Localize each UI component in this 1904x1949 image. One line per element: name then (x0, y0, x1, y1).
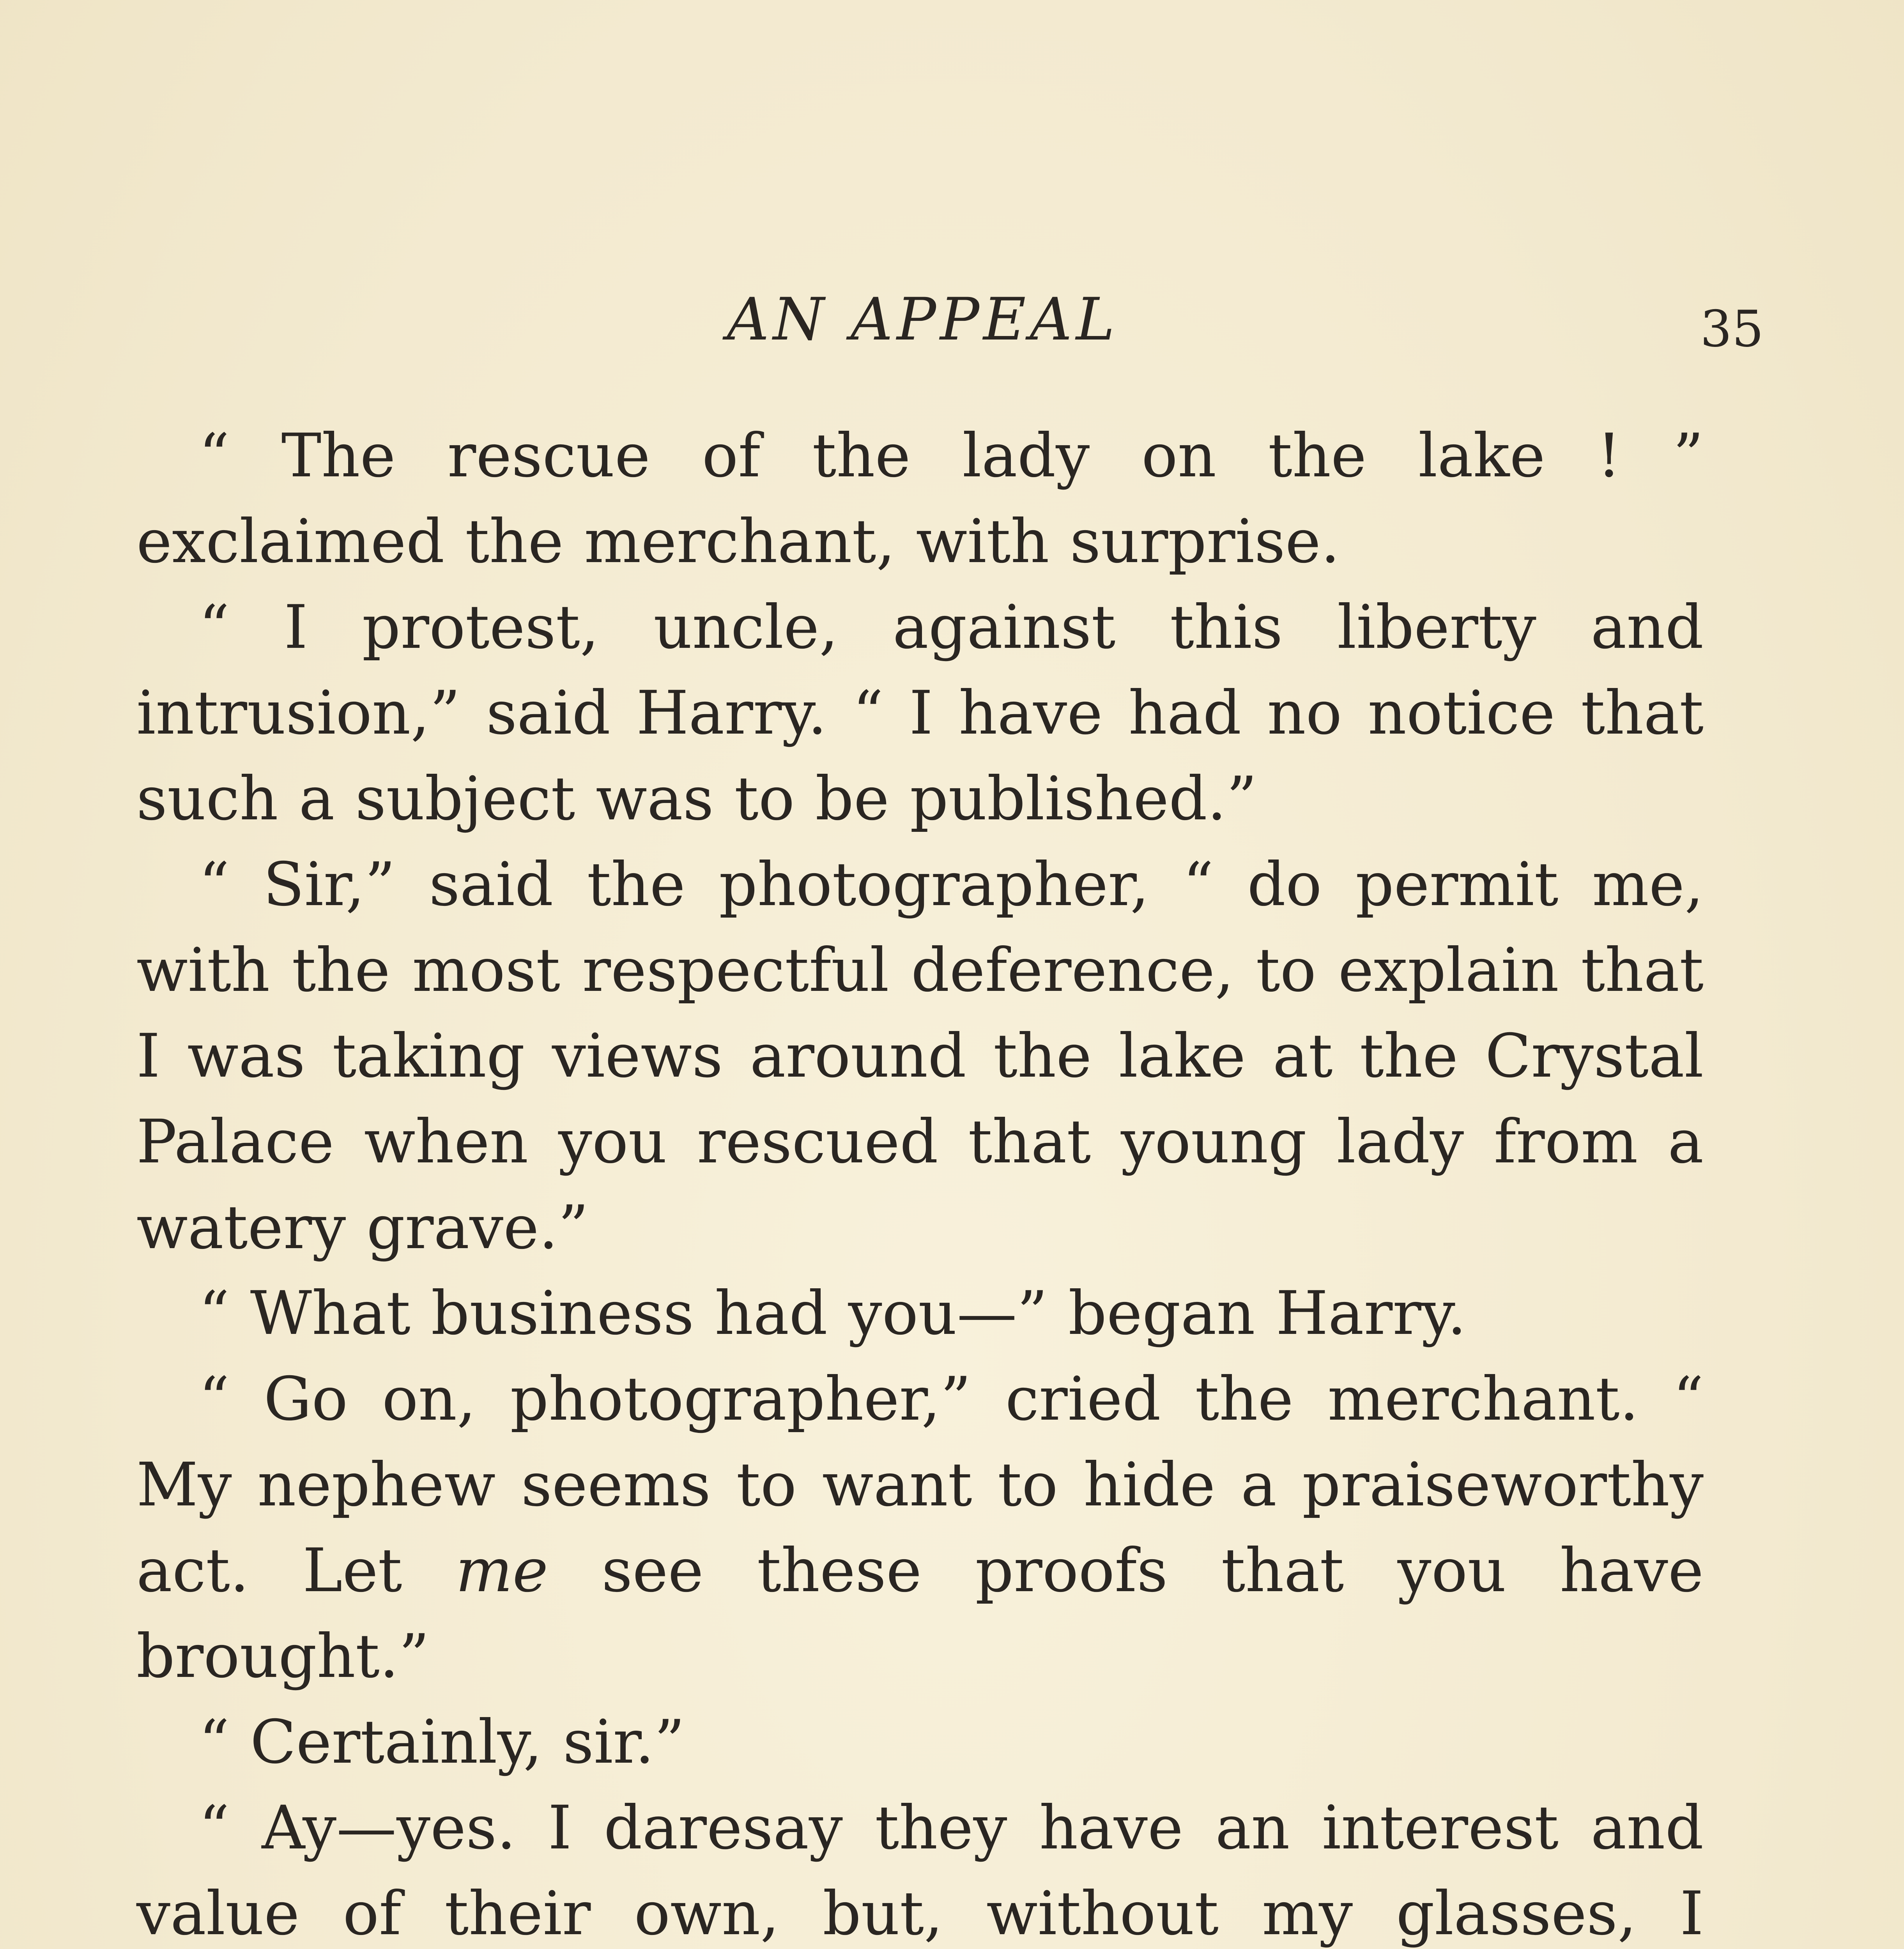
page-header (136, 285, 1764, 363)
paragraph: “ The rescue of the lady on the lake ! ” exclaimed the merchant, with surprise. (136, 421, 1704, 577)
paragraph: “ What business had you—” began Harry. (199, 1279, 1467, 1348)
running-title: AN APPEAL (727, 286, 1119, 354)
page-number: 35 (1700, 300, 1764, 358)
body-text (136, 413, 1704, 1949)
paragraph: “ Sir,” said the photographer, “ do permit me, with the most respectful deference, to explain that I was taking views around the lake at the Crystal Palace when you rescued that young lady from a watery grave.” (136, 850, 1704, 1263)
paragraph: “ Certainly, sir.” (199, 1707, 685, 1777)
paragraph: “ I protest, uncle, against this liberty and intrusion,” said Harry. “ I have had no notice that such a subject was to be published.” (136, 592, 1704, 834)
paragraph: “ Ay—yes. I daresay they have an interest and value of their own, but, without my glasses, I (136, 1793, 1704, 1949)
paragraph (136, 1357, 1704, 1700)
emphasized-word: me (455, 1536, 548, 1606)
paragraph-text: “ Go on, photographer,” cried the merchant. “ My nephew seems to want to hide a praiseworthy act. Let (136, 1364, 1704, 1606)
paragraph-text: see these proofs that you have brought.” (136, 1536, 1704, 1691)
